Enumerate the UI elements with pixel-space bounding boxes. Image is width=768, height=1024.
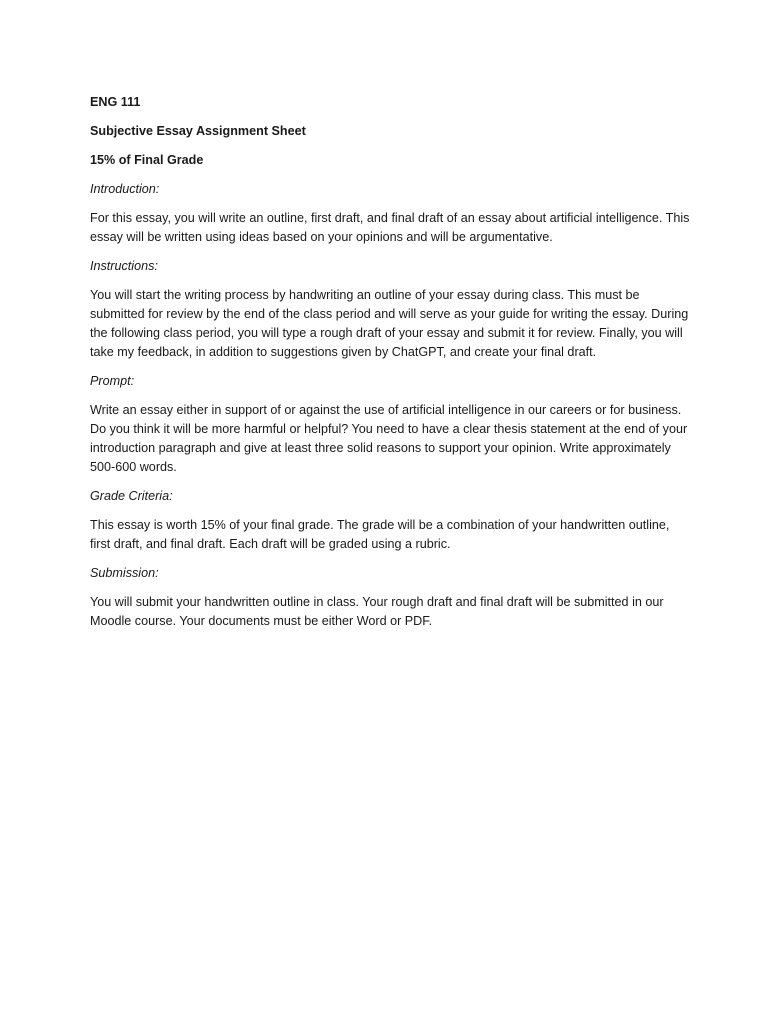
document-title: Subjective Essay Assignment Sheet bbox=[90, 124, 306, 138]
section-submission bbox=[90, 564, 690, 631]
section-prompt bbox=[90, 372, 690, 477]
section-body: You will start the writing process by handwriting an outline of your essay during class. This must be submitted for review by the end of the class period and will serve as your guide for writing the essay. During the following class period, you will type a rough draft of your essay and submit it for review. Finally, you will take my feedback, in addition to suggestions given by ChatGPT, and create your final draft. bbox=[90, 288, 689, 359]
section-body: This essay is worth 15% of your final grade. The grade will be a combination of your handwritten outline, first draft, and final draft. Each draft will be graded using a rubric. bbox=[90, 518, 670, 551]
section-label: Grade Criteria: bbox=[90, 489, 173, 503]
section-body: You will submit your handwritten outline in class. Your rough draft and final draft will be submitted in our Moodle course. Your documents must be either Word or PDF. bbox=[90, 595, 664, 628]
document-page bbox=[90, 93, 690, 641]
section-body: Write an essay either in support of or against the use of artificial intelligence in our careers or for business. Do you think it will be more harmful or helpful? You need to have a clear thesis statement at the end of your introduction paragraph and give at least three solid reasons to support your opinion. Write approximately 500-600 words. bbox=[90, 403, 688, 474]
section-label: Submission: bbox=[90, 566, 159, 580]
section-instructions bbox=[90, 257, 690, 362]
section-introduction bbox=[90, 180, 690, 247]
course-code: ENG 111 bbox=[90, 95, 141, 109]
section-label: Introduction: bbox=[90, 182, 160, 196]
section-grade-criteria bbox=[90, 487, 690, 554]
section-body: For this essay, you will write an outline, first draft, and final draft of an essay about artificial intelligence. This essay will be written using ideas based on your opinions and will be argumentative. bbox=[90, 211, 690, 244]
grade-weight: 15% of Final Grade bbox=[90, 153, 204, 167]
section-label: Prompt: bbox=[90, 374, 135, 388]
section-label: Instructions: bbox=[90, 259, 158, 273]
